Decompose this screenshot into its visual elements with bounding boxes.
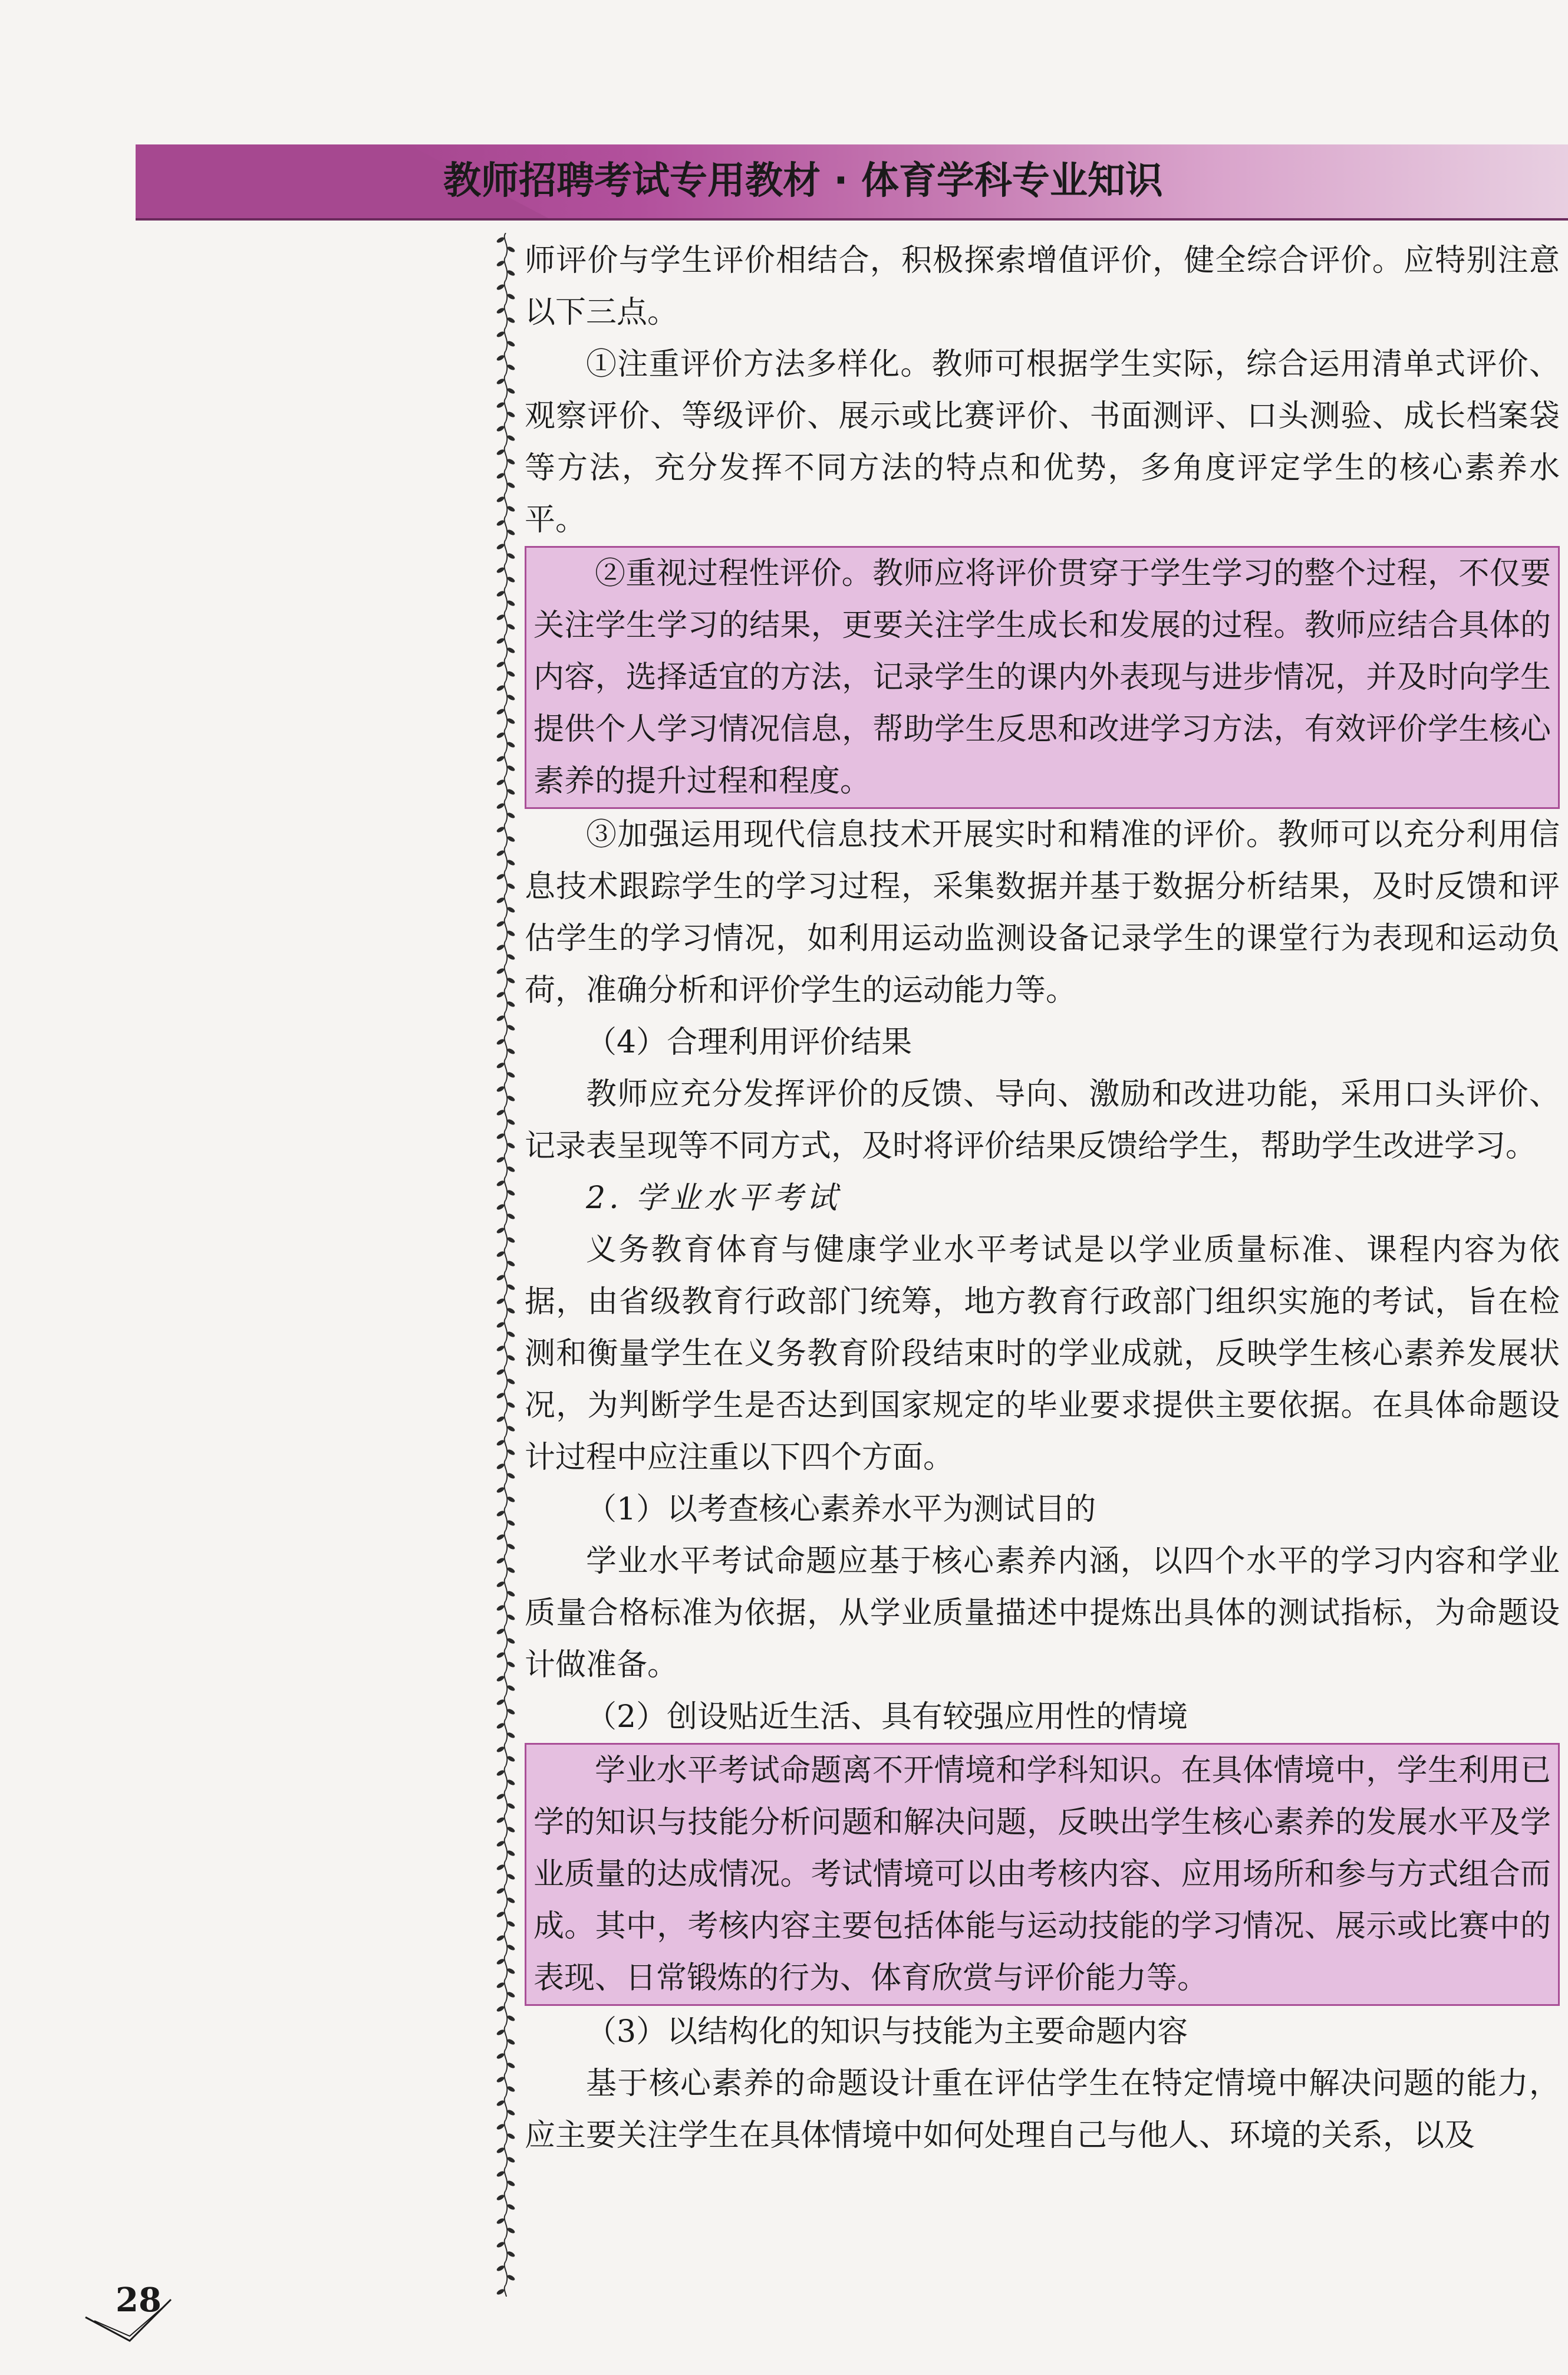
highlighted-paragraph: 学业水平考试命题离不开情境和学科知识。在具体情境中，学生利用已学的知识与技能分析问题和解决问题，反映出学生核心素养的发展水平及学业质量的达成情况。考试情境可以由考核内容、应用场所和参与方式组合而成。其中，考核内容主要包括体能与运动技能的学习情况、展示或比赛中的表现、日常锻炼的行为、体育欣赏与评价能力等。 — [525, 1743, 1560, 2006]
paragraph: 基于核心素养的命题设计重在评估学生在特定情境中解决问题的能力，应主要关注学生在具体情境中如何处理自己与他人、环境的关系，以及 — [525, 2066, 1560, 2153]
subheading: （1）以考查核心素养水平为测试目的 — [586, 1492, 1096, 1527]
paragraph: ③加强运用现代信息技术开展实时和精准的评价。教师可以充分利用信息技术跟踪学生的学习过程，采集数据并基于数据分析结果，及时反馈和评估学生的学习情况，如利用运动监测设备记录学生的课堂行为表现和运动负荷，准确分析和评价学生的运动能力等。 — [525, 817, 1560, 1008]
decorative-vine-border — [493, 233, 519, 2297]
subheading: （2）创设贴近生活、具有较强应用性的情境 — [586, 1699, 1188, 1735]
paragraph: ①注重评价方法多样化。教师可根据学生实际，综合运用清单式评价、观察评价、等级评价、展示或比赛评价、书面测评、口头测验、成长档案袋等方法，充分发挥不同方法的特点和优势，多角度评定学生的核心素养水平。 — [525, 347, 1560, 538]
paragraph: 学业水平考试命题应基于核心素养内涵，以四个水平的学习内容和学业质量合格标准为依据，从学业质量描述中提炼出具体的测试指标，为命题设计做准备。 — [525, 1544, 1560, 1683]
paragraph: 师评价与学生评价相结合，积极探索增值评价，健全综合评价。应特别注意以下三点。 — [525, 243, 1560, 330]
highlighted-paragraph: ②重视过程性评价。教师应将评价贯穿于学生学习的整个过程，不仅要关注学生学习的结果，更要关注学生成长和发展的过程。教师应结合具体的内容，选择适宜的方法，记录学生的课内外表现与进步情况，并及时向学生提供个人学习情况信息，帮助学生反思和改进学习方法，有效评价学生核心素养的提升过程和程度。 — [525, 546, 1560, 809]
header-rule — [136, 218, 1568, 221]
subheading: （4）合理利用评价结果 — [586, 1025, 913, 1060]
paragraph: 义务教育体育与健康学业水平考试是以学业质量标准、课程内容为依据，由省级教育行政部门统筹，地方教育行政部门组织实施的考试，旨在检测和衡量学生在义务教育阶段结束时的学业成就，反映学生核心素养发展状况，为判断学生是否达到国家规定的毕业要求提供主要依据。在具体命题设计过程中应注重以下四个方面。 — [525, 1232, 1560, 1475]
page-number: 28 — [116, 2281, 162, 2320]
running-header-title: 教师招聘考试专用教材 · 体育学科专业知识 — [443, 159, 1163, 203]
paragraph: 教师应充分发挥评价的反馈、导向、激励和改进功能，采用口头评价、记录表呈现等不同方式，及时将评价结果反馈给学生，帮助学生改进学习。 — [525, 1077, 1560, 1164]
subheading: （3）以结构化的知识与技能为主要命题内容 — [586, 2014, 1188, 2050]
section-heading: 2. 学业水平考试 — [586, 1180, 841, 1216]
page-body — [525, 235, 1560, 2162]
